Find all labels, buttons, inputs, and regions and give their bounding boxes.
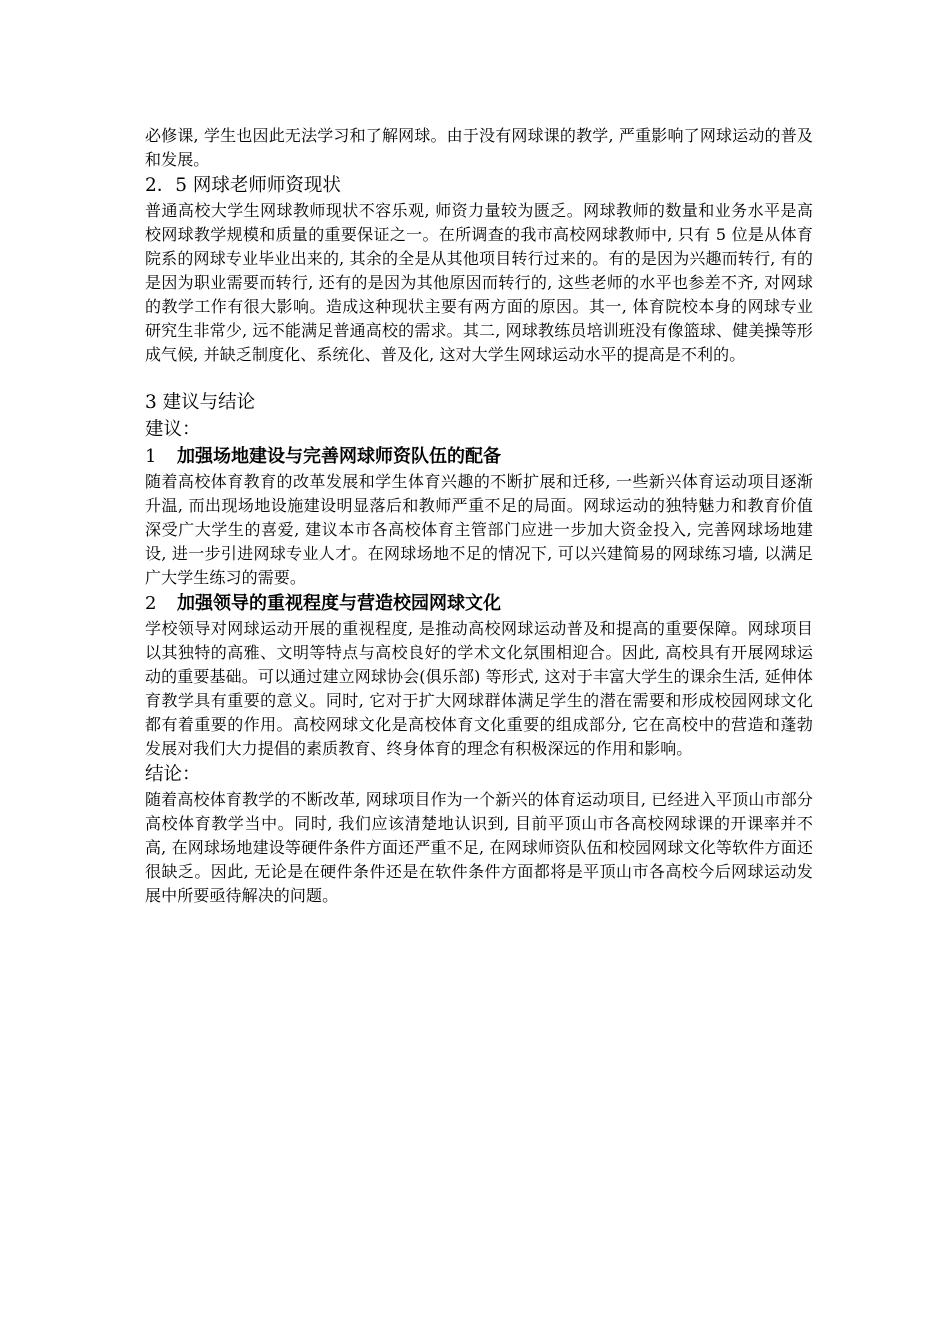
blank-line: [145, 367, 813, 389]
paragraph-conclusion: 随着高校体育教学的不断改革, 网球项目作为一个新兴的体育运动项目, 已经进入平顶山市部分高校体育教学当中。同时, 我们应该清楚地认识到, 目前平顶山市各高校网球课的开课率并不高, 在网球场地建设等硬件条件方面还严重不足, 在网球师资队伍和校园网球文化等软件方面还很缺乏。因此, 无论是在硬件条件还是在软件条件方面都将是平顶山市各高校今后网球运动发展中所要亟待解决的问题。: [145, 790, 813, 905]
suggestion-label: 建议：: [145, 419, 201, 440]
paragraph-teacher-status: 普通高校大学生网球教师现状不容乐观, 师资力量较为匮乏。网球教师的数量和业务水平是高校网球教学规模和质量的重要保证之一。在所调查的我市高校网球教师中, 只有 5 位是从体育院系的网球专业毕业出来的, 其余的全是从其他项目转行过来的。有的是因为兴趣而转行, 有的是因为职业需要而转行, 还有的是因为其他原因而转行的, 这些老师的水平也参差不齐, 对网球的教学工作有很大影响。造成这种现状主要有两方面的原因。其一, 体育院校本身的网球专业研究生非常少, 远不能满足普通高校的需求。其二, 网球教练员培训班没有像篮球、健美操等形成气候, 并缺乏制度化、系统化、普及化, 这对大学生网球运动水平的提高是不利的。: [145, 201, 813, 364]
document-page: [145, 124, 813, 908]
suggestion-1-heading: [145, 443, 813, 470]
conclusion-label: 结论：: [145, 764, 201, 785]
suggestion-2-title: 加强领导的重视程度与营造校园网球文化: [177, 593, 501, 614]
suggestion-1-title: 加强场地建设与完善网球师资队伍的配备: [177, 446, 501, 467]
suggestion-1-number: 1: [145, 446, 157, 467]
paragraph-suggestion-1: 随着高校体育教育的改革发展和学生体育兴趣的不断扩展和迁移, 一些新兴体育运动项目逐渐升温, 而出现场地设施建设明显落后和教师严重不足的局面。网球运动的独特魅力和教育价值深受广大学生的喜爱, 建议本市各高校体育主管部门应进一步加大资金投入, 完善网球场地建设, 进一步引进网球专业人才。在网球场地不足的情况下, 可以兴建简易的网球练习墙, 以满足广大学生练习的需要。: [145, 472, 813, 587]
section-heading-3: 3 建议与结论: [145, 392, 256, 413]
paragraph-suggestion-2: 学校领导对网球运动开展的重视程度, 是推动高校网球运动普及和提高的重要保障。网球项目以其独特的高雅、文明等特点与高校良好的学术文化氛围相迎合。因此, 高校具有开展网球运动的重要基础。可以通过建立网球协会(俱乐部) 等形式, 这对于丰富大学生的课余生活, 延伸体育教学具有重要的意义。同时, 它对于扩大网球群体满足学生的潜在需要和形成校园网球文化都有着重要的作用。高校网球文化是高校体育文化重要的组成部分, 它在高校中的营造和蓬勃发展对我们大力提倡的素质教育、终身体育的理念有积极深远的作用和影响。: [145, 619, 813, 758]
suggestion-2-heading: [145, 590, 813, 617]
section-heading-2-5: 2．5 网球老师师资现状: [145, 175, 341, 196]
paragraph-intro: 必修课, 学生也因此无法学习和了解网球。由于没有网球课的教学, 严重影响了网球运动的普及和发展。: [145, 126, 813, 169]
suggestion-2-number: 2: [145, 593, 157, 614]
